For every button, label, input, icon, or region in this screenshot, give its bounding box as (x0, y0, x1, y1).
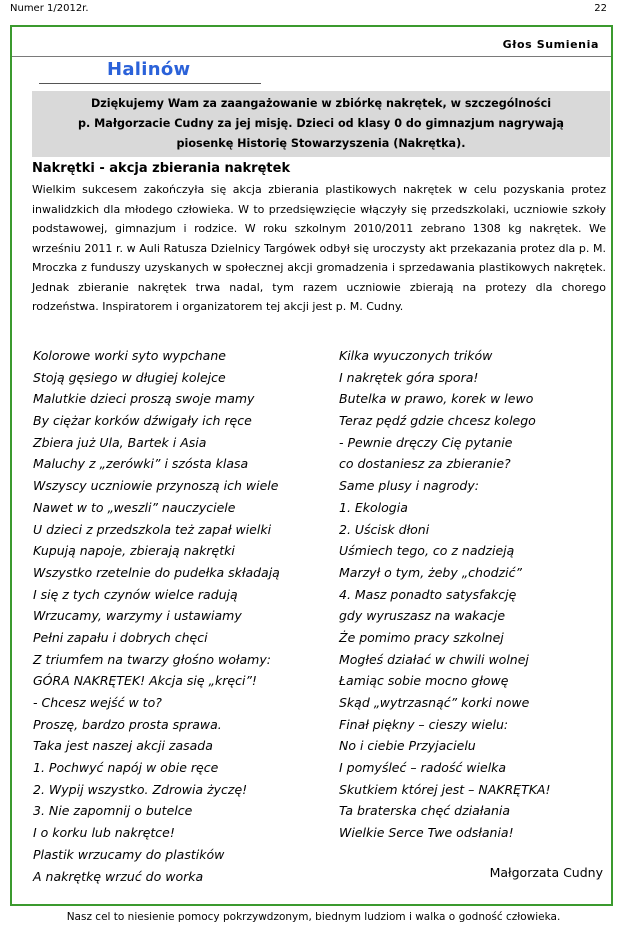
poem-line: Mogłeś działać w chwili wolnej (339, 651, 529, 667)
poem-line: Skutkiem której jest – NAKRĘTKA! (339, 781, 551, 797)
poem-line: No i ciebie Przyjacielu (339, 738, 476, 754)
poem-line: Skąd „wytrzasnąć” korki nowe (339, 695, 530, 710)
poem-line: I o korku lub nakrętce! (33, 825, 175, 841)
poem-line: gdy wyruszasz na wakacje (339, 608, 506, 624)
poem-line: 4. Masz ponadto satysfakcję (339, 586, 517, 602)
poem-line: Malutkie dzieci proszą swoje mamy (33, 391, 255, 407)
poem-line: Pełni zapału i dobrych chęci (33, 629, 208, 645)
poem-line: I pomyśleć – radość wielka (339, 760, 507, 776)
thanks-line-1: Dziękujemy Wam za zaangażowanie w zbiórkę nakrętek, w szczególności (90, 97, 552, 110)
article-frame (10, 25, 613, 906)
poem-line: GÓRA NAKRĘTEK! Akcja się „kręci”! (33, 673, 257, 689)
poem-line: Zbiera już Ula, Bartek i Asia (33, 434, 207, 450)
article-body: Wielkim sukcesem zakończyła się akcja zbierania plastikowych nakrętek w celu pozyskania protez inwalidzkich dla młodego człowieka. W to przedsięwzięcie włączyły się przedszkolaki, uczniowie szkoły podstawowej, gimnazjum i rodzice. W roku szkolnym 2010/2011 zebrano 1308 kg nakrętek. We wrześniu 2011 r. w Auli Ratusza Dzielnicy Targówek odbył się uroczysty akt przekazania protez dla p. M. Mroczka z funduszy uzyskanych w społecznej akcji gromadzenia i sprzedawania plastikowych nakrętek. Jednak zbieranie nakrętek trwa nadal, tym razem uczniowie zbierają na protezy dla chorego rodzeństwa. Inspiratorem i organizatorem tej akcji jest p. M. Cudny. (32, 183, 606, 313)
poem-line: 3. Nie zapomnij o butelce (33, 803, 193, 819)
poem-line: Wszystko rzetelnie do pudełka składają (33, 564, 280, 580)
page-number: 22 (594, 3, 607, 14)
poem-line: - Chcesz wejść w to? (33, 695, 162, 710)
poem-line: Maluchy z „zerówki” i szósta klasa (33, 456, 249, 472)
poem-line: Marzył o tym, żeby „chodzić” (339, 564, 522, 580)
poem-line: Finał piękny – cieszy wielu: (339, 716, 509, 732)
poem-line: Kilka wyuczonych trików (339, 348, 493, 363)
poem-line: Że pomimo pracy szkolnej (339, 629, 504, 645)
footer-motto: Nasz cel to niesienie pomocy pokrzywdzonym, biednym ludziom i walka o godność człowieka. (66, 911, 561, 923)
issue-number: Numer 1/2012r. (10, 3, 89, 14)
poem-line: Teraz pędź gdzie chcesz kolego (339, 413, 536, 429)
page-header (10, 3, 607, 17)
poem-column-right (339, 345, 550, 844)
poem-line: Wielkie Serce Twe odsłania! (339, 825, 514, 841)
poem-column-left (33, 345, 280, 887)
poem-line: I nakrętek góra spora! (339, 369, 479, 385)
thanks-box (32, 91, 610, 157)
poem-author: Małgorzata Cudny (489, 865, 603, 880)
poem-line: 2. Uścisk dłoni (339, 521, 430, 537)
poem-line: Ta braterska chęć działania (339, 803, 511, 819)
poem-line: Stoją gęsiego w długiej kolejce (33, 369, 226, 385)
location-underline (39, 83, 261, 84)
masthead-divider (12, 56, 611, 57)
poem-line: I się z tych czynów wielce radują (33, 586, 238, 602)
poem-line: Łamiąc sobie mocno głowę (339, 673, 509, 689)
poem-line: A nakrętkę wrzuć do worka (33, 868, 204, 884)
article-title: Nakrętki - akcja zbierania nakrętek (32, 161, 291, 176)
poem-line: 1. Pochwyć napój w obie ręce (33, 760, 219, 776)
location-heading: Halinów (107, 59, 191, 80)
poem-line: 2. Wypij wszystko. Zdrowia życzę! (33, 781, 248, 797)
poem-line: - Pewnie dręczy Cię pytanie (339, 434, 513, 450)
poem-line: Wszyscy uczniowie przynoszą ich wiele (33, 478, 279, 494)
poem-line: Wrzucamy, warzymy i ustawiamy (33, 608, 242, 624)
masthead: Głos Sumienia (502, 38, 599, 51)
poem-line: Taka jest naszej akcji zasada (33, 738, 213, 754)
poem-line: Proszę, bardzo prosta sprawa. (33, 716, 222, 732)
poem-line: By ciężar korków dźwigały ich ręce (33, 413, 252, 429)
poem-line: Nawet w to „weszli” nauczyciele (33, 499, 236, 515)
poem-line: Z triumfem na twarzy głośno wołamy: (33, 651, 271, 667)
thanks-line-2: p. Małgorzacie Cudny za jej misję. Dzieci od klasy 0 do gimnazjum nagrywają (78, 117, 564, 130)
poem-line: Butelka w prawo, korek w lewo (339, 391, 534, 407)
poem-line: Same plusy i nagrody: (339, 478, 479, 494)
poem-line: Kupują napoje, zbierają nakrętki (33, 543, 235, 559)
poem-line: Kolorowe worki syto wypchane (33, 348, 226, 363)
thanks-line-3: piosenkę Historię Stowarzyszenia (Nakrętka). (176, 137, 466, 150)
poem-line: U dzieci z przedszkola też zapał wielki (33, 521, 272, 537)
poem-line: Plastik wrzucamy do plastików (33, 846, 225, 862)
poem-line: 1. Ekologia (339, 499, 408, 515)
poem-line: co dostaniesz za zbieranie? (339, 456, 511, 472)
poem-line: Uśmiech tego, co z nadzieją (339, 543, 515, 559)
